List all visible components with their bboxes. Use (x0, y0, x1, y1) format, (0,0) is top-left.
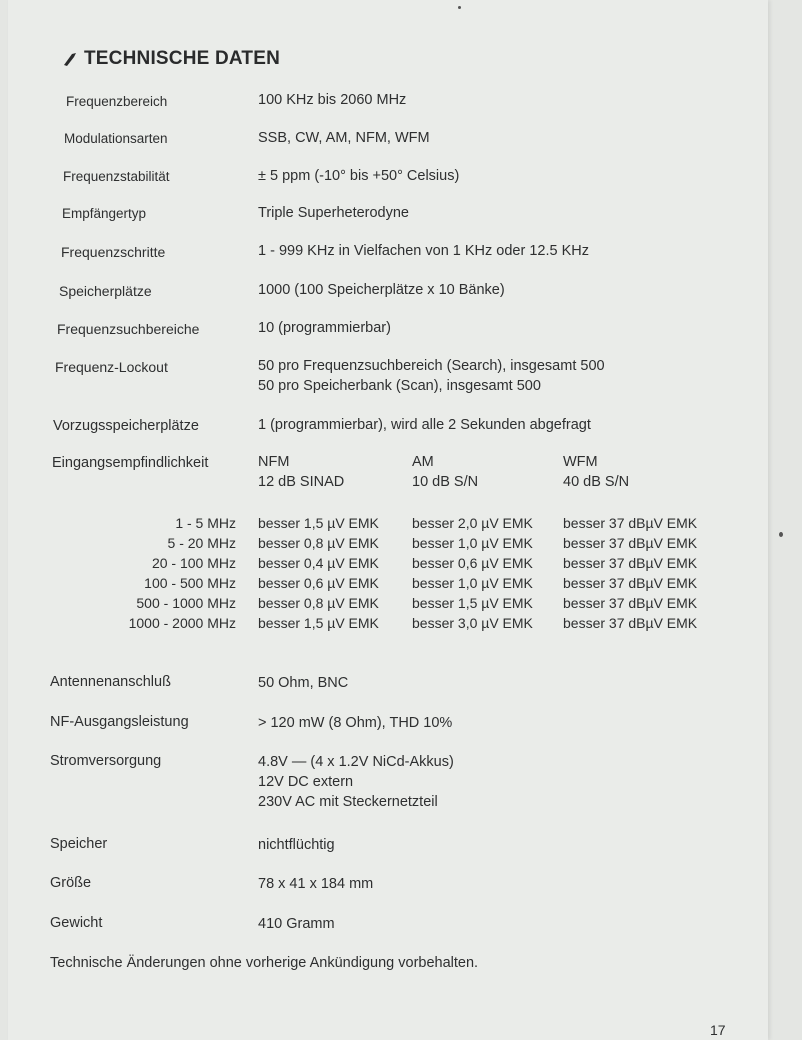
spec-label: Vorzugsspeicherplätze (53, 418, 199, 434)
spec-label: Frequenzbereich (66, 94, 168, 109)
page-title-text: TECHNISCHE DATEN (84, 48, 281, 69)
spec-row (0, 415, 760, 455)
spec-row (0, 128, 760, 168)
spec-label: Speicher (50, 836, 108, 852)
sensitivity-value: besser 37 dBµV EMK (563, 575, 698, 591)
frequency-range: 500 - 1000 MHz (136, 595, 236, 611)
spec-label: Empfängertyp (62, 206, 147, 221)
sensitivity-value: besser 0,6 µV EMK (258, 575, 379, 591)
spec-row (0, 356, 760, 396)
speck (779, 532, 783, 537)
speck (458, 6, 461, 9)
spec-value: 1 (programmierbar), wird alle 2 Sekunden abgefragt (258, 417, 591, 433)
frequency-range: 1 - 5 MHz (175, 515, 236, 531)
spec-value: Triple Superheterodyne (258, 205, 409, 221)
page-title (62, 48, 280, 70)
column-reference: 12 dB SINAD (258, 474, 345, 490)
sensitivity-value: besser 0,8 µV EMK (258, 595, 379, 611)
spec-value: 230V AC mit Steckernetzteil (258, 794, 438, 810)
footnote: Technische Änderungen ohne vorherige Ankündigung vorbehalten. (50, 955, 479, 971)
spec-label: Gewicht (50, 915, 103, 931)
spec-label: NF-Ausgangsleistung (50, 714, 189, 730)
spec-value: 50 pro Frequenzsuchbereich (Search), insgesamt 500 (258, 358, 605, 374)
page-number: 17 (710, 1022, 726, 1038)
sensitivity-value: besser 1,0 µV EMK (412, 535, 533, 551)
frequency-range: 20 - 100 MHz (151, 555, 236, 571)
sensitivity-value: besser 37 dBµV EMK (563, 615, 698, 631)
spec-value: ± 5 ppm (-10° bis +50° Celsius) (258, 168, 460, 184)
spec-row (0, 318, 760, 358)
spec-label: Speicherplätze (59, 283, 152, 299)
column-mode: AM (412, 454, 434, 470)
spec-label: Antennenanschluß (50, 674, 171, 690)
sensitivity-value: besser 1,5 µV EMK (258, 615, 379, 631)
arrow-marker-icon (62, 51, 78, 67)
sensitivity-value: besser 0,4 µV EMK (258, 555, 379, 571)
spec-value: 78 x 41 x 184 mm (258, 876, 374, 892)
sensitivity-value: besser 2,0 µV EMK (412, 515, 533, 531)
spec-row (0, 280, 760, 320)
spec-value: 10 (programmierbar) (258, 320, 391, 336)
spec-value: SSB, CW, AM, NFM, WFM (258, 130, 430, 146)
sensitivity-value: besser 37 dBµV EMK (563, 535, 698, 551)
frequency-range: 100 - 500 MHz (144, 575, 236, 591)
spec-value: 1000 (100 Speicherplätze x 10 Bänke) (258, 282, 505, 298)
spec-label: Größe (50, 875, 92, 891)
sensitivity-value: besser 0,6 µV EMK (412, 555, 533, 571)
spec-value: 1 - 999 KHz in Vielfachen von 1 KHz oder 12.5 KHz (258, 243, 590, 259)
sensitivity-value: besser 1,5 µV EMK (258, 515, 379, 531)
sensitivity-value: besser 1,5 µV EMK (412, 595, 533, 611)
spec-value: 50 Ohm, BNC (258, 675, 349, 691)
spec-value: 50 pro Speicherbank (Scan), insgesamt 500 (258, 378, 541, 394)
spec-row (0, 241, 760, 281)
sensitivity-label: Eingangsempfindlichkeit (52, 455, 209, 471)
spec-row (0, 203, 760, 243)
column-reference: 10 dB S/N (412, 474, 479, 490)
spec-row (0, 752, 760, 822)
sensitivity-value: besser 1,0 µV EMK (412, 575, 533, 591)
spec-label: Frequenz-Lockout (55, 359, 168, 375)
spec-row (0, 713, 760, 743)
spec-label: Modulationsarten (64, 131, 168, 146)
spec-row (0, 90, 760, 130)
spec-label: Frequenzschritte (61, 244, 166, 260)
column-mode: NFM (258, 454, 290, 470)
spec-row (0, 166, 760, 206)
spec-value: 410 Gramm (258, 916, 335, 932)
sensitivity-value: besser 37 dBµV EMK (563, 595, 698, 611)
frequency-range: 1000 - 2000 MHz (128, 615, 236, 631)
column-reference: 40 dB S/N (563, 474, 630, 490)
spec-row (0, 874, 760, 904)
spec-label: Frequenzstabilität (63, 169, 170, 184)
spec-value: 12V DC extern (258, 774, 354, 790)
spec-value: 100 KHz bis 2060 MHz (258, 92, 407, 108)
spec-value: > 120 mW (8 Ohm), THD 10% (258, 715, 453, 731)
sensitivity-value: besser 0,8 µV EMK (258, 535, 379, 551)
spec-row (0, 673, 760, 703)
spec-label: Frequenzsuchbereiche (57, 321, 200, 337)
column-mode: WFM (563, 454, 598, 470)
sensitivity-value: besser 3,0 µV EMK (412, 615, 533, 631)
sensitivity-value: besser 37 dBµV EMK (563, 555, 698, 571)
frequency-range: 5 - 20 MHz (167, 535, 236, 551)
spec-row (0, 914, 760, 944)
spec-value: 4.8V — (4 x 1.2V NiCd-Akkus) (258, 754, 454, 770)
spec-row (0, 835, 760, 865)
sensitivity-value: besser 37 dBµV EMK (563, 515, 698, 531)
spec-label: Stromversorgung (50, 753, 162, 769)
spec-value: nichtflüchtig (258, 837, 335, 853)
